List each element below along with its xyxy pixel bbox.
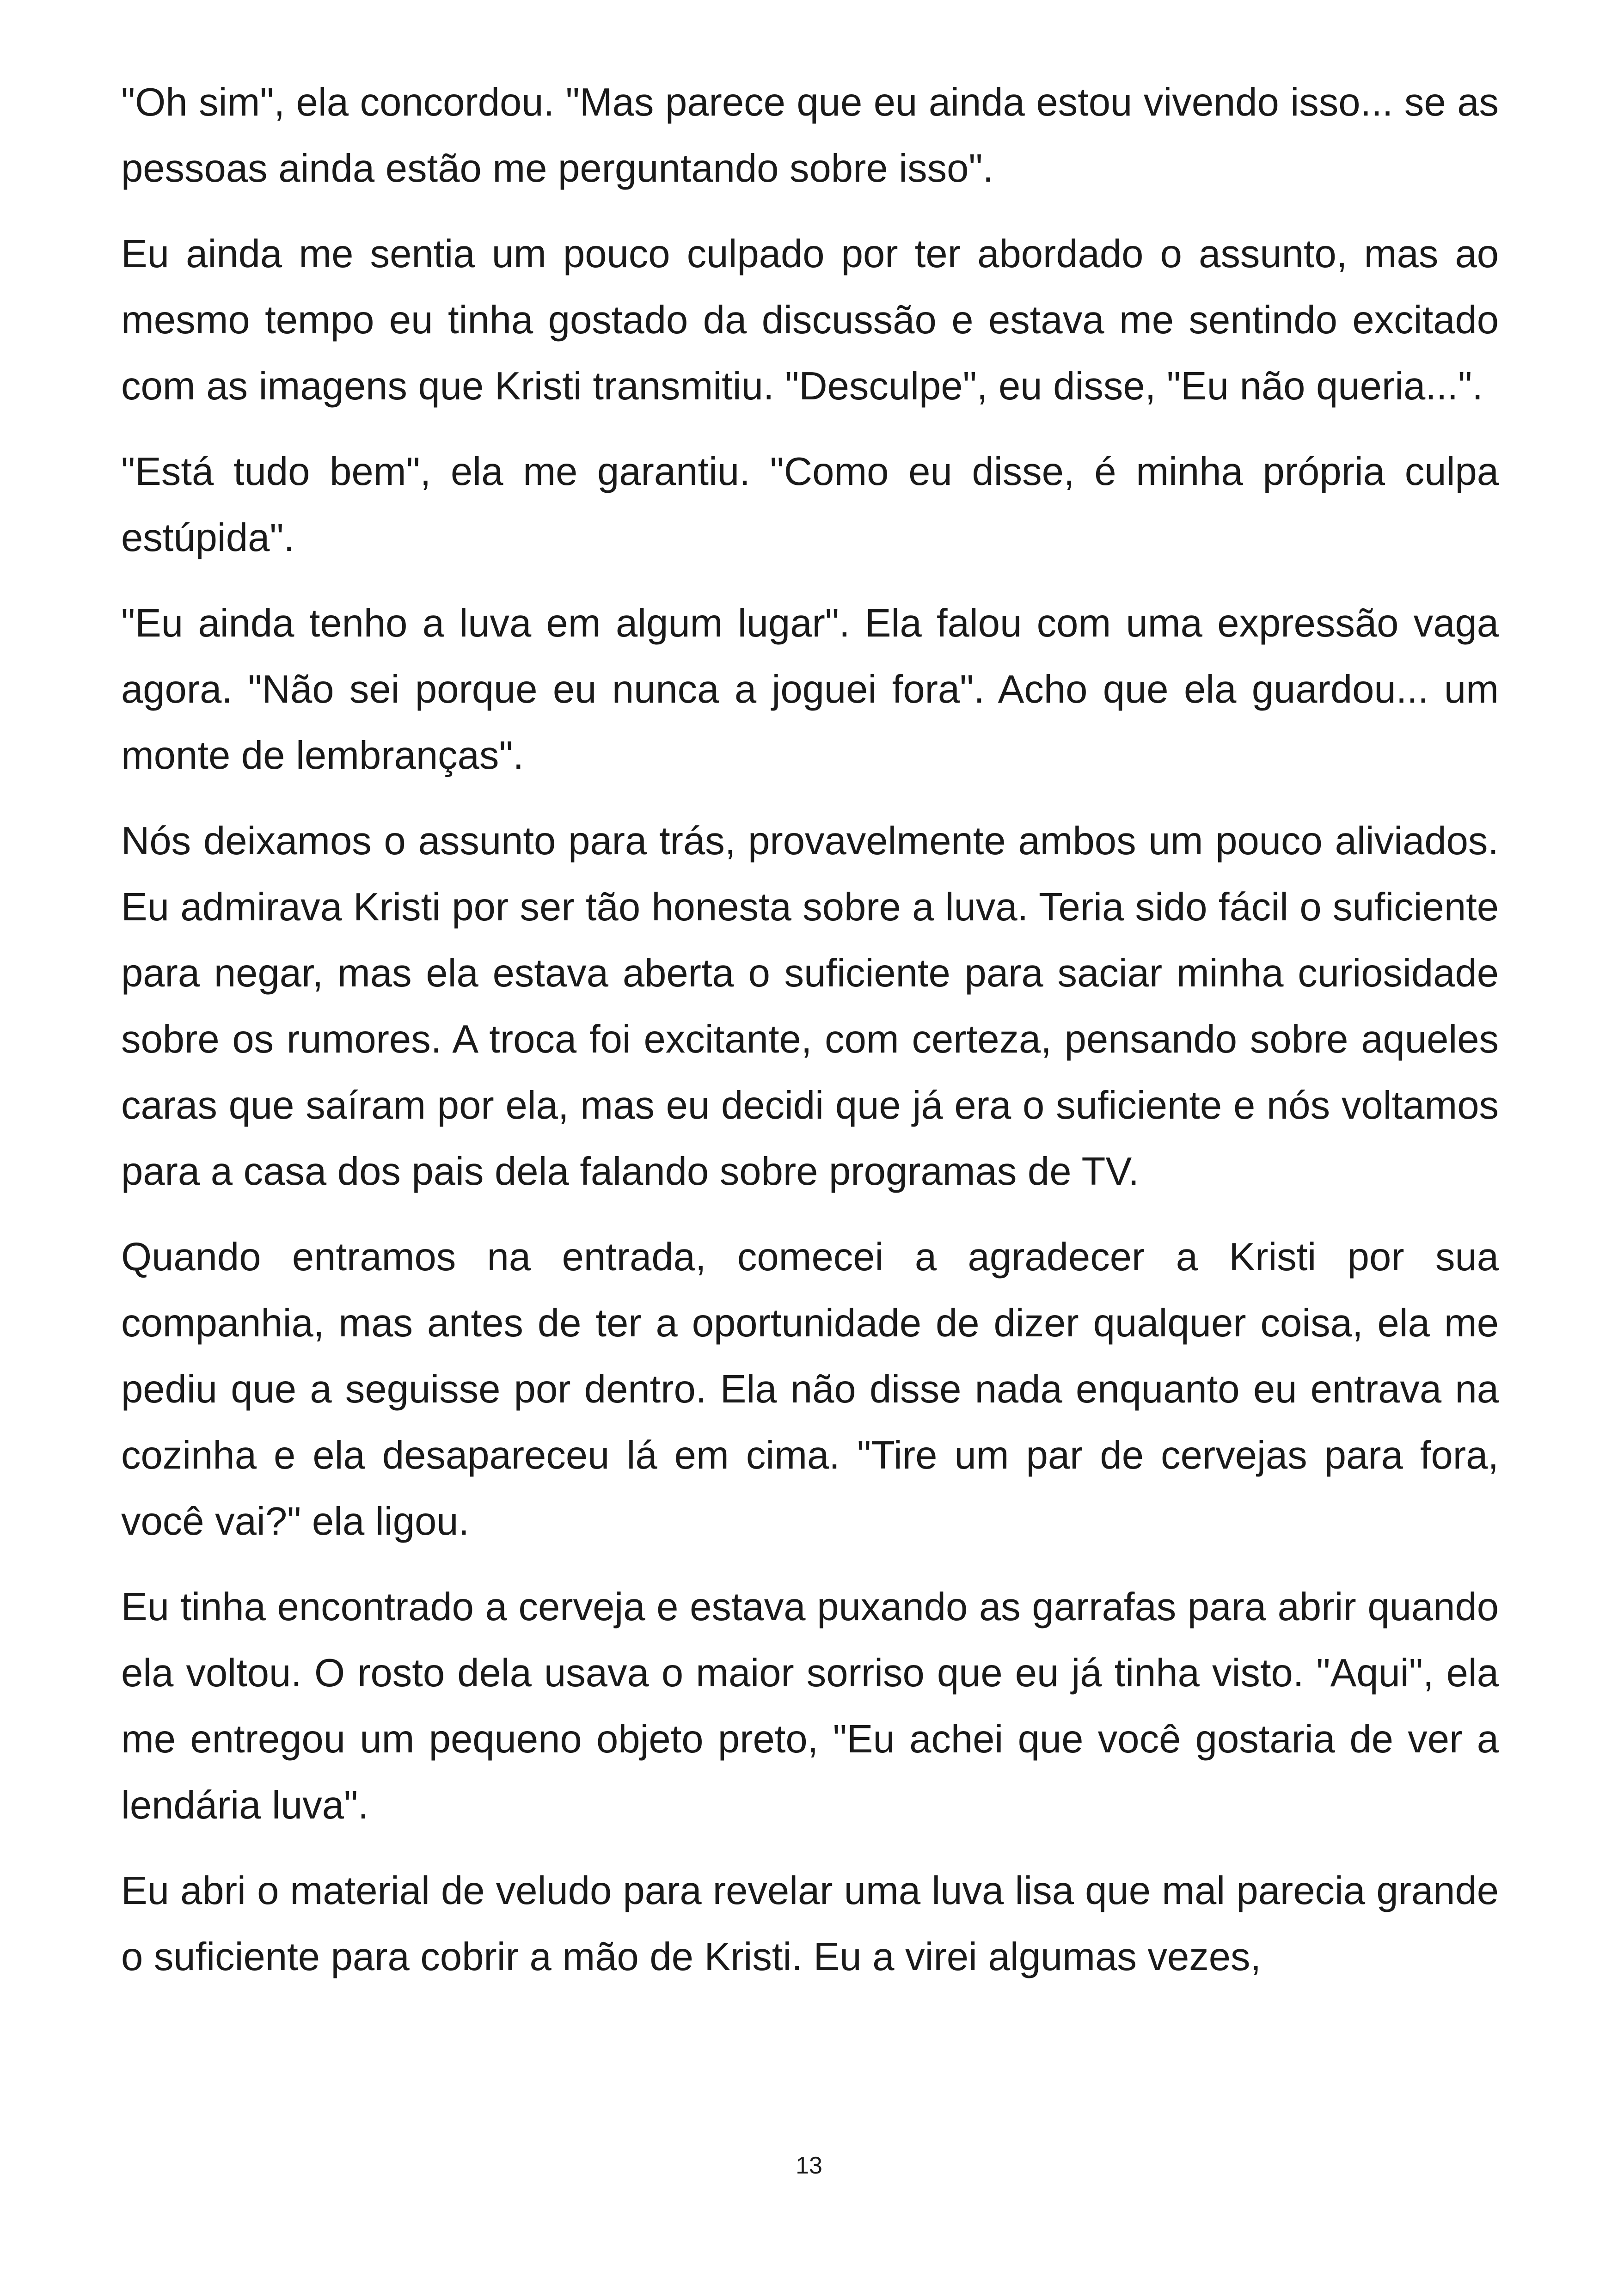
paragraph-5: Nós deixamos o assunto para trás, provavelmente ambos um pouco aliviados. Eu admirava Kristi por ser tão honesta sobre a luva. Teria sido fácil o suficiente para negar, mas ela estava aberta o suficiente para saciar minha curiosidade sobre os rumores. A troca foi excitante, com certeza, pensando sobre aqueles caras que saíram por ela, mas eu decidi que já era o suficiente e nós voltamos para a casa dos pais dela falando sobre programas de TV. xyxy=(121,819,1499,1194)
paragraph-2: Eu ainda me sentia um pouco culpado por ter abordado o assunto, mas ao mesmo tempo eu tinha gostado da discussão e estava me sentindo excitado com as imagens que Kristi transmitiu. "Desculpe", eu disse, "Eu não queria...". xyxy=(121,232,1499,408)
paragraph-1: "Oh sim", ela concordou. "Mas parece que eu ainda estou vivendo isso... se as pessoas ainda estão me perguntando sobre isso". xyxy=(121,80,1499,190)
paragraph-6: Quando entramos na entrada, comecei a agradecer a Kristi por sua companhia, mas antes de ter a oportunidade de dizer qualquer coisa, ela me pediu que a seguisse por dentro. Ela não disse nada enquanto eu entrava na cozinha e ela desapareceu lá em cima. "Tire um par de cervejas para fora, você vai?" ela ligou. xyxy=(121,1235,1499,1543)
page-number: 13 xyxy=(796,2152,822,2179)
paragraph-3: "Está tudo bem", ela me garantiu. "Como eu disse, é minha própria culpa estúpida". xyxy=(121,450,1499,560)
paragraph-7: Eu tinha encontrado a cerveja e estava puxando as garrafas para abrir quando ela voltou. O rosto dela usava o maior sorriso que eu já tinha visto. "Aqui", ela me entregou um pequeno objeto preto, "Eu achei que você gostaria de ver a lendária luva". xyxy=(121,1585,1499,1827)
paragraph-4: "Eu ainda tenho a luva em algum lugar". Ela falou com uma expressão vaga agora. "Não sei porque eu nunca a joguei fora". Acho que ela guardou... um monte de lembranças". xyxy=(121,601,1499,778)
paragraph-8: Eu abri o material de veludo para revelar uma luva lisa que mal parecia grande o suficiente para cobrir a mão de Kristi. Eu a virei algumas vezes, xyxy=(121,1869,1499,1979)
body-text xyxy=(121,69,1499,2009)
